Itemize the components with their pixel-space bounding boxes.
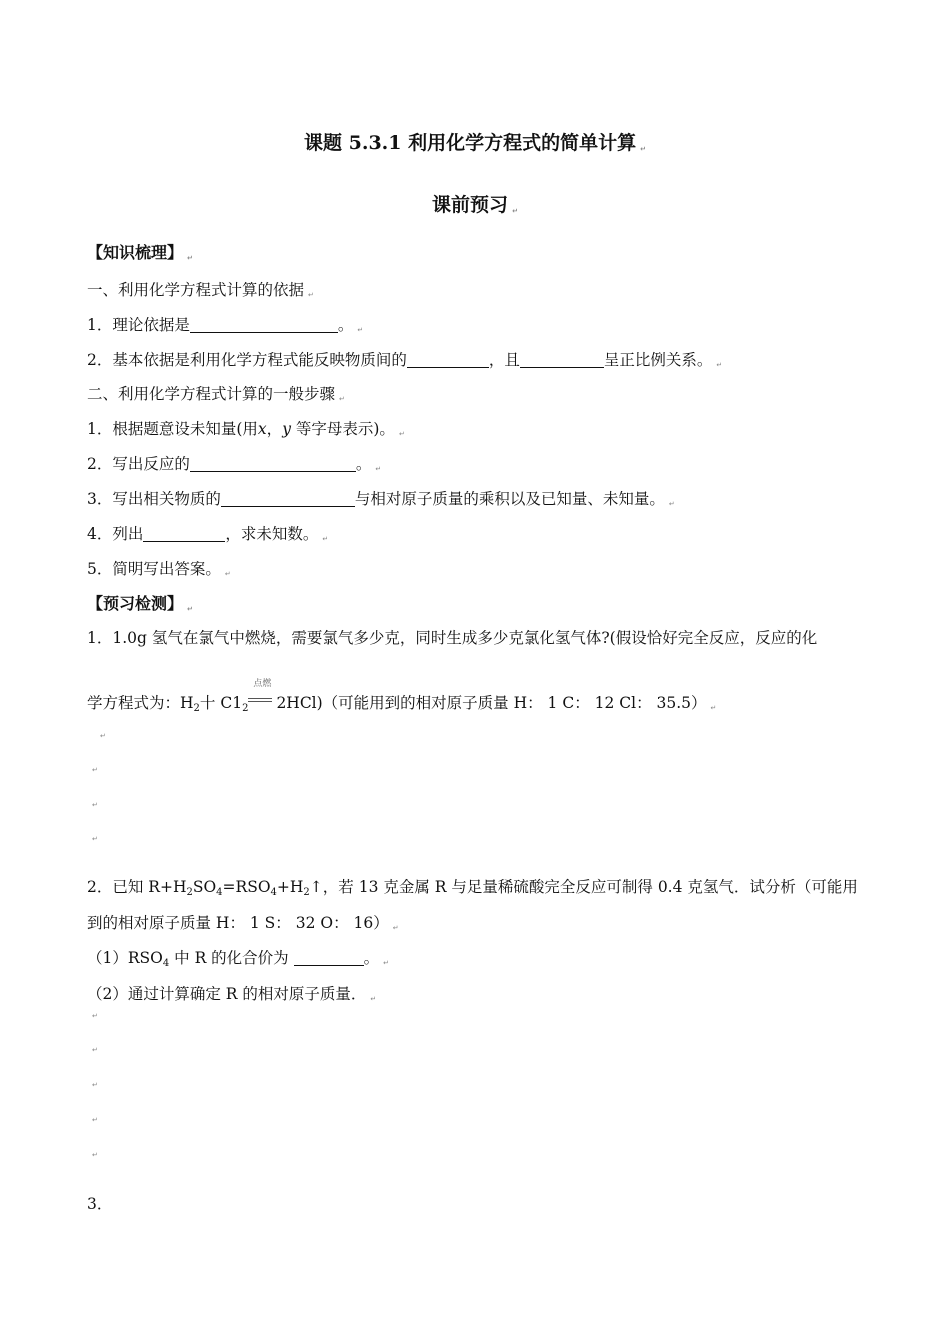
paragraph-mark: ↵: [92, 1116, 98, 1124]
question-3: 3．: [87, 1195, 113, 1213]
paragraph-mark: ↵: [92, 1012, 98, 1020]
question-2-part1: $(1)RSO_4$ 中 R 的化合价为 。 ↵: [87, 949, 390, 969]
paragraph-mark: ↵: [224, 570, 231, 578]
step-1: 1．根据题意设未知量(用x，y 等字母表示)。 ↵: [87, 420, 405, 438]
step-5: 5．简明写出答案。 ↵: [87, 560, 231, 578]
knowledge-line1: 1．理论依据是 。 ↵: [87, 316, 364, 334]
paragraph-mark: ↵: [339, 395, 345, 403]
step-3: 3．写出相关物质的 与相对原子质量的乘积以及已知量、未知量。 ↵: [87, 490, 675, 508]
knowledge-line2: 2．基本依据是利用化学方程式能反映物质间的 ，且 呈正比例关系。 ↵: [87, 351, 723, 369]
paragraph-mark: ↵: [512, 207, 518, 215]
paragraph-mark: ↵: [668, 500, 675, 508]
paragraph-mark: ↵: [100, 732, 106, 740]
paragraph-mark: ↵: [392, 924, 399, 932]
paragraph-mark: ↵: [92, 766, 98, 774]
answer-blank[interactable]: [190, 456, 356, 472]
check-heading: 【预习检测】 ↵: [87, 594, 193, 613]
paragraph-mark: ↵: [370, 995, 377, 1003]
step-2: 2．写出反应的 。 ↵: [87, 455, 382, 473]
answer-blank[interactable]: [221, 491, 355, 507]
paragraph-mark: ↵: [398, 430, 405, 438]
paragraph-mark: ↵: [375, 465, 382, 473]
step-4: 4．列出 ，求未知数。 ↵: [87, 525, 329, 543]
paragraph-mark: ↵: [187, 254, 193, 262]
answer-blank[interactable]: [407, 352, 489, 368]
paragraph-mark: ↵: [308, 291, 314, 299]
question-2-line1: 2．已知 $R+H_2SO_4=RSO_4+H_2↑$，若 13 克金属 R 与足量稀硫酸完全反应可制得 0.4 克氢气．试分析（可能用: [87, 878, 858, 898]
knowledge-part1: 一、利用化学方程式计算的依据 ↵: [87, 281, 314, 299]
paragraph-mark: ↵: [716, 361, 723, 369]
paragraph-mark: ↵: [92, 835, 98, 843]
question-1-line1: 1．1.0g 氢气在氯气中燃烧，需要氯气多少克，同时生成多少克氯化氢气体?(假设恰好完全反应，反应的化: [87, 629, 818, 647]
knowledge-part2: 二、利用化学方程式计算的一般步骤 ↵: [87, 385, 345, 403]
paragraph-mark: ↵: [92, 1046, 98, 1054]
paragraph-mark: ↵: [92, 1151, 98, 1159]
question-2-line2: 到的相对原子质量 H： 1 S： 32 O： 16） ↵: [87, 914, 399, 932]
paragraph-mark: ↵: [383, 959, 390, 967]
answer-blank[interactable]: [143, 526, 225, 542]
document-title: 课题 5.3.1 利用化学方程式的简单计算 ↵: [304, 132, 646, 154]
paragraph-mark: ↵: [187, 605, 193, 613]
paragraph-mark: ↵: [710, 704, 717, 712]
paragraph-mark: ↵: [640, 145, 646, 153]
paragraph-mark: ↵: [322, 535, 329, 543]
paragraph-mark: ↵: [92, 801, 98, 809]
section-title: 课前预习 ↵: [432, 194, 518, 216]
answer-blank[interactable]: [294, 950, 364, 966]
paragraph-mark: ↵: [357, 326, 364, 334]
answer-blank[interactable]: [190, 317, 338, 333]
question-2-part2: （2）通过计算确定 R 的相对原子质量． ↵: [87, 985, 377, 1003]
paragraph-mark: ↵: [92, 1081, 98, 1089]
answer-blank[interactable]: [520, 352, 604, 368]
reaction-condition: 点燃: [248, 694, 274, 708]
question-1-line2: 学方程式为：$H_2$十 $C1_2$ 点燃 2HCl)（可能用到的相对原子质量 H： 1 C： 12 Cl： 35.5） ↵: [87, 679, 717, 714]
knowledge-heading: 【知识梳理】 ↵: [87, 243, 193, 262]
